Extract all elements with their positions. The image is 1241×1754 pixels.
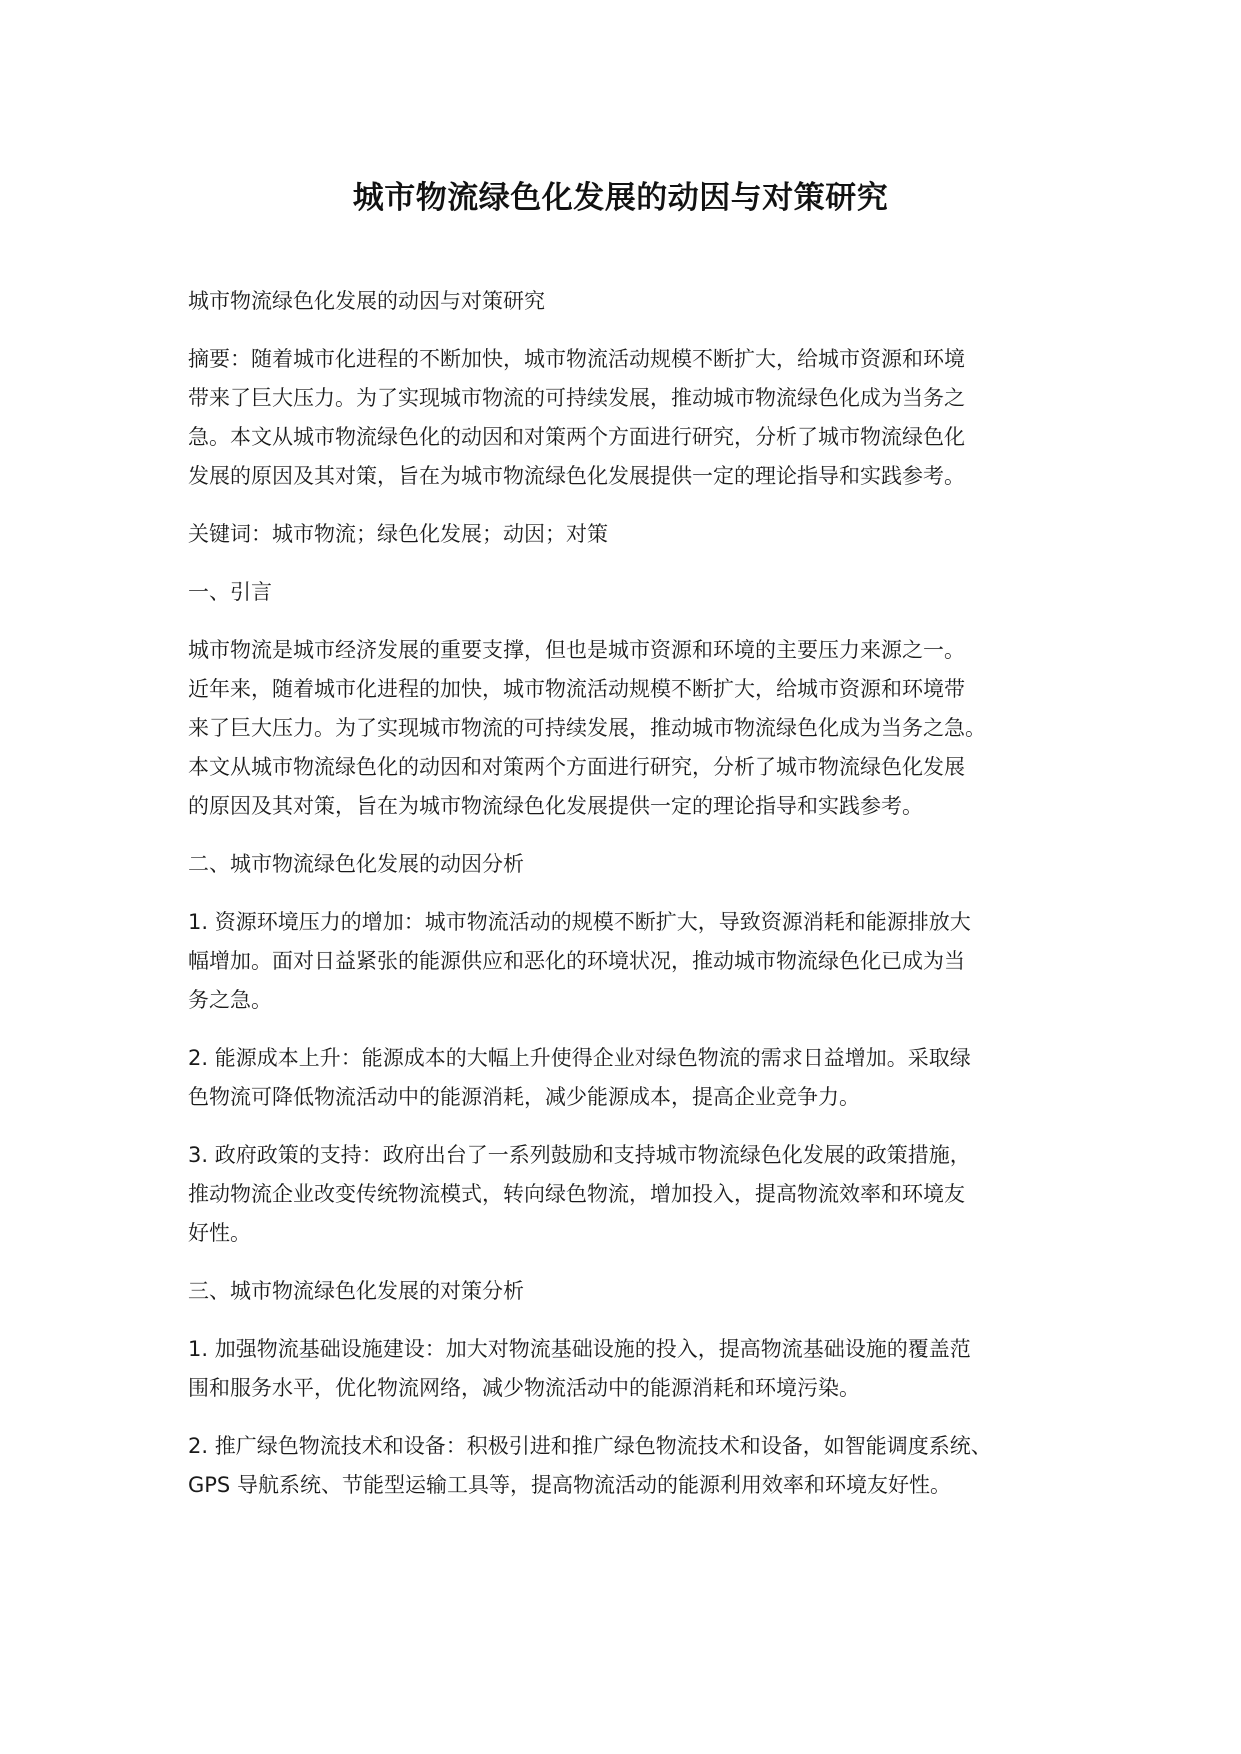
abstract-paragraph [188,340,1068,496]
section-heading-motivation: 二、城市物流绿色化发展的动因分析 [188,852,524,876]
abstract-line: 摘要：随着城市化进程的不断加快，城市物流活动规模不断扩大，给城市资源和环境 [188,347,965,371]
introduction-line: 的原因及其对策，旨在为城市物流绿色化发展提供一定的理论指导和实践参考。 [188,794,923,818]
keywords-line: 关键词：城市物流；绿色化发展；动因；对策 [188,522,608,546]
introduction-line: 来了巨大压力。为了实现城市物流的可持续发展，推动城市物流绿色化成为当务之急。 [188,716,986,740]
motivation-item-line: 好性。 [188,1221,251,1245]
motivation-item-line: 推动物流企业改变传统物流模式，转向绿色物流，增加投入，提高物流效率和环境友 [188,1182,965,1206]
introduction-line: 近年来，随着城市化进程的加快，城市物流活动规模不断扩大，给城市资源和环境带 [188,677,965,701]
introduction-paragraph [188,631,1068,826]
countermeasure-item-line: 1. 加强物流基础设施建设：加大对物流基础设施的投入，提高物流基础设施的覆盖范 [188,1337,971,1361]
motivation-item-line: 3. 政府政策的支持：政府出台了一系列鼓励和支持城市物流绿色化发展的政策措施， [188,1143,971,1167]
motivation-item-line: 2. 能源成本上升：能源成本的大幅上升使得企业对绿色物流的需求日益增加。采取绿 [188,1046,971,1070]
document-body [188,282,1068,1524]
countermeasure-item-1 [188,1330,1068,1408]
countermeasure-item-line: 2. 推广绿色物流技术和设备：积极引进和推广绿色物流技术和设备，如智能调度系统、 [188,1434,992,1458]
countermeasure-item-line: 围和服务水平，优化物流网络，减少物流活动中的能源消耗和环境污染。 [188,1376,860,1400]
introduction-line: 城市物流是城市经济发展的重要支撑，但也是城市资源和环境的主要压力来源之一。 [188,638,965,662]
motivation-item-1 [188,903,1068,1020]
motivation-item-line: 幅增加。面对日益紧张的能源供应和恶化的环境状况，推动城市物流绿色化已成为当 [188,949,965,973]
abstract-line: 发展的原因及其对策，旨在为城市物流绿色化发展提供一定的理论指导和实践参考。 [188,464,965,488]
motivation-item-line: 色物流可降低物流活动中的能源消耗，减少能源成本，提高企业竞争力。 [188,1085,860,1109]
section-heading-introduction: 一、引言 [188,580,272,604]
document-title: 城市物流绿色化发展的动因与对策研究 [352,180,889,216]
abstract-line: 急。本文从城市物流绿色化的动因和对策两个方面进行研究，分析了城市物流绿色化 [188,425,965,449]
abstract-line: 带来了巨大压力。为了实现城市物流的可持续发展，推动城市物流绿色化成为当务之 [188,386,965,410]
countermeasure-item-line: GPS 导航系统、节能型运输工具等，提高物流活动的能源利用效率和环境友好性。 [188,1473,951,1497]
motivation-item-line: 1. 资源环境压力的增加：城市物流活动的规模不断扩大，导致资源消耗和能源排放大 [188,910,971,934]
motivation-item-2 [188,1039,1068,1117]
countermeasure-item-2 [188,1427,1068,1505]
introduction-line: 本文从城市物流绿色化的动因和对策两个方面进行研究，分析了城市物流绿色化发展 [188,755,965,779]
motivation-item-line: 务之急。 [188,988,272,1012]
document-subtitle: 城市物流绿色化发展的动因与对策研究 [188,289,545,313]
section-heading-countermeasures: 三、城市物流绿色化发展的对策分析 [188,1279,524,1303]
motivation-item-3 [188,1136,1068,1253]
